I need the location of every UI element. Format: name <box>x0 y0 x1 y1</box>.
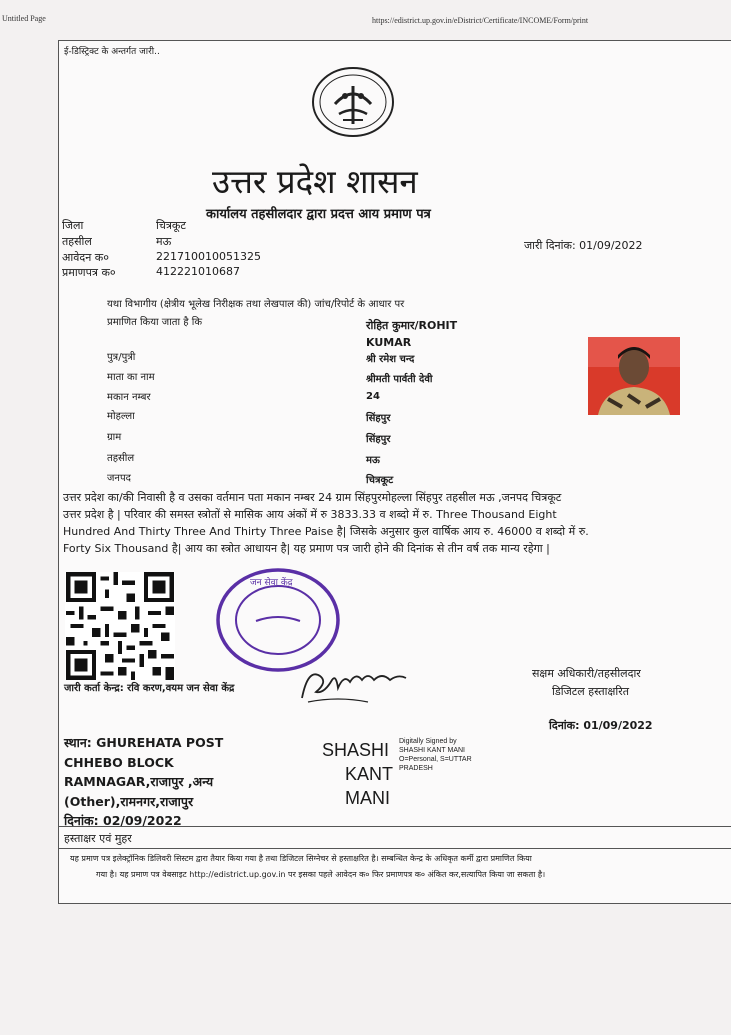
up-government-emblem <box>309 66 397 138</box>
print-page-title: Untitled Page <box>2 14 46 23</box>
digital-signature-block <box>399 737 472 773</box>
digital-signature-label: डिजिटल हस्ताक्षरित <box>552 685 629 698</box>
tehsil-label: तहसील <box>62 235 92 248</box>
footer-line-1: यह प्रमाण पत्र इलेक्ट्रॉनिक डिलिवरी सिस्टम द्वारा तैयार किया गया है तथा डिजिटल सिग्नेचर से हस्ताक्षरित है। सम्बन्धित केन्द्र के अधिकृत कर्मी द्वारा प्रमाणित किया <box>70 854 532 863</box>
detail-label: पुत्र/पुत्री <box>107 352 136 363</box>
detail-value: सिंहपुर <box>366 413 391 424</box>
tehsil-value: मऊ <box>156 235 172 248</box>
detail-label: तहसील <box>107 453 135 464</box>
digital-sign-line: SHASHI KANT MANI <box>399 747 465 754</box>
stamp-text: जन सेवा केंद्र <box>250 578 293 588</box>
certificate-number-label: प्रमाणपत्र क० <box>62 266 116 279</box>
paragraph-line: Forty Six Thousand है| आय का स्त्रोत आधायन है| यह प्रमाण पत्र जारी होने की दिनांक से तीन वर्ष तक मान्य रहेगा | <box>63 542 550 555</box>
intro-line-1: यथा विभागीय (क्षेत्रीय भूलेख निरीक्षक तथा लेखपाल की) जांच/रिपोर्ट के आधार पर <box>107 299 405 310</box>
footer-line-2: गया है। यह प्रमाण पत्र वेबसाइट http://edistrict.up.gov.in पर इसका पहले आवेदन क० फिर प्रमाणपत्र क० अंकित कर,सत्यापित किया जा सकता है। <box>96 870 546 879</box>
footer-divider <box>58 826 731 827</box>
holder-name-line-1: रोहित कुमार/ROHIT <box>366 319 458 332</box>
digital-sign-line: O=Personal, S=UTTAR <box>399 756 472 763</box>
holder-name-line-2: KUMAR <box>366 336 412 349</box>
place-line: CHHEBO BLOCK <box>64 754 174 770</box>
detail-value: चित्रकूट <box>366 475 394 486</box>
detail-value: श्री रमेश चन्द <box>366 354 415 365</box>
application-number-label: आवेदन क० <box>62 251 109 264</box>
paragraph-line: Hundred And Thirty Three And Thirty Three Paise है| जिसके अनुसार कुल वार्षिक आय रु. 46000 व शब्दो में रु. <box>63 525 589 538</box>
certificate-subtitle: कार्यालय तहसीलदार द्वारा प्रदत्त आय प्रमाण पत्र <box>206 207 431 222</box>
place-line: स्थान: GHUREHATA POST <box>64 735 224 750</box>
application-number-value: 221710010051325 <box>156 250 261 263</box>
print-page-url: https://edistrict.up.gov.in/eDistrict/Certificate/INCOME/Form/print <box>372 16 589 25</box>
detail-label: ग्राम <box>107 432 122 443</box>
detail-label: मकान नम्बर <box>107 392 151 403</box>
place-line: RAMNAGAR,राजापुर ,अन्य <box>64 774 214 789</box>
district-value: चित्रकूट <box>156 219 186 232</box>
signer-name: SHASHI <box>322 740 390 760</box>
footer-divider <box>58 848 731 849</box>
sign-and-seal-label: हस्ताक्षर एवं मुहर <box>64 832 132 845</box>
verification-qr-code <box>65 572 175 680</box>
paragraph-line: उत्तर प्रदेश का/की निवासी है व उसका वर्तमान पता मकान नम्बर 24 ग्राम सिंहपुरमोहल्ला सिंहपुर तहसील मऊ ,जनपद चित्रकूट <box>63 491 562 504</box>
handwritten-signature <box>298 658 412 708</box>
detail-value: सिंहपुर <box>366 434 391 445</box>
digital-sign-line: PRADESH <box>399 765 433 772</box>
detail-value: 24 <box>366 391 380 402</box>
detail-label: माता का नाम <box>107 372 155 383</box>
applicant-photo <box>588 337 680 415</box>
issue-date: जारी दिनांक: 01/09/2022 <box>524 239 643 252</box>
certificate-number-value: 412221010687 <box>156 265 240 278</box>
place-line: (Other),रामनगर,राजापुर <box>64 793 194 809</box>
district-label: जिला <box>62 219 84 232</box>
detail-value: श्रीमती पार्वती देवी <box>366 374 433 385</box>
detail-value: मऊ <box>366 455 380 466</box>
signer-name: KANT <box>345 764 394 784</box>
paragraph-line: उत्तर प्रदेश है | परिवार की समस्त स्त्रोतों से मासिक आय अंकों में रु 3833.33 व शब्दो में रु. Three Thousand Eight <box>63 508 557 521</box>
detail-label: मोहल्ला <box>107 411 135 422</box>
government-title: उत्तर प्रदेश शासन <box>212 162 418 201</box>
detail-label: जनपद <box>107 473 131 484</box>
authority-title: सक्षम अधिकारी/तहसीलदार <box>532 667 641 680</box>
digital-sign-line: Digitally Signed by <box>399 738 457 745</box>
issued-under-note: ई-डिस्ट्रिक्ट के अन्तर्गत जारी.. <box>64 47 160 57</box>
place-line: दिनांक: 02/09/2022 <box>64 813 182 828</box>
issuing-center: जारी कर्ता केन्द्र: रवि करण,वयम जन सेवा केंद्र <box>64 683 235 694</box>
intro-line-2: प्रमाणित किया जाता है कि <box>107 317 203 328</box>
authority-date: दिनांक: 01/09/2022 <box>549 719 653 732</box>
signer-name: MANI <box>345 788 390 808</box>
